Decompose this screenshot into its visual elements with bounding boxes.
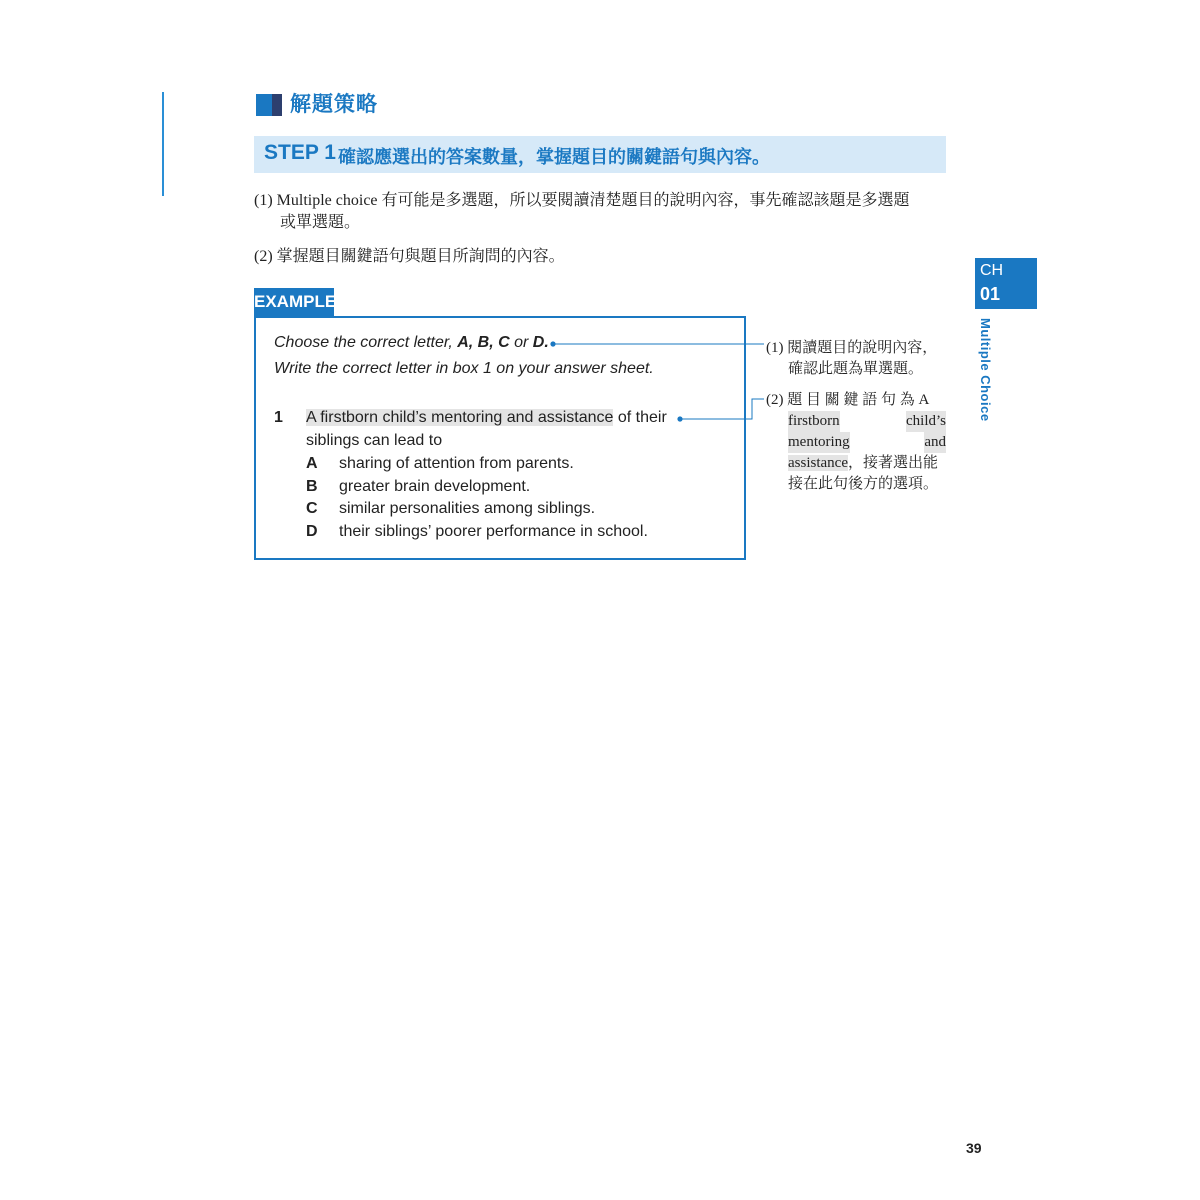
point-1-text: Multiple choice 有可能是多選題，所以要閱讀清楚題目的說明內容，事先確認該題是多選題 [276,192,910,209]
annotation-2-line-1: (2) 題 目 關 鍵 語 句 為 A [766,392,930,408]
question-number: 1 [274,409,283,426]
option-letter-c: C [306,500,318,517]
chapter-title-vertical: Multiple Choice [978,318,993,422]
question-line-2: siblings can lead to [306,432,443,449]
instruction-line-1: Choose the correct letter, A, B, C or D. [274,334,549,351]
option-letter-b: B [306,478,318,495]
point-1-continued: 或單選題。 [280,214,361,231]
example-tab: EXAMPLE [254,288,334,316]
chapter-tab [975,258,1037,309]
point-1-number: (1) [254,192,273,209]
option-text-b: greater brain development. [339,478,531,495]
annotation-2-line-5: 接在此句後方的選項。 [788,476,939,492]
chapter-label: CH [980,262,1004,279]
page-number: 39 [966,1140,982,1156]
key-phrase-highlight: A firstborn child’s mentoring and assistance [306,409,614,426]
annotation-2-line-4: assistance，接著選出能 [788,455,938,471]
annotation-2-line-2: firstborn child’s [788,411,946,432]
option-text-d: their siblings’ poorer performance in school. [339,523,648,540]
option-letter-a: A [306,455,318,472]
annotation-2-line-3: mentoring and [788,432,946,453]
annotation-1-line-2: 確認此題為單選題。 [788,361,924,377]
annotation-1-line-1: (1) 閱讀題目的說明內容， [766,340,938,356]
section-heading: 解題策略 [290,92,378,116]
option-letter-d: D [306,523,318,540]
option-text-c: similar personalities among siblings. [339,500,596,517]
point-2-number: (2) [254,248,273,265]
step-label: STEP 1 [264,141,336,164]
instruction-line-2: Write the correct letter in box 1 on your answer sheet. [274,360,654,377]
question-line-1: A firstborn child’s mentoring and assistance of their [306,409,667,426]
option-text-a: sharing of attention from parents. [339,455,574,472]
step-text: 確認應選出的答案數量，掌握題目的關鍵語句與內容。 [338,147,770,168]
point-2-text: 掌握題目關鍵語句與題目所詢問的內容。 [276,248,565,265]
chapter-number: 01 [980,284,1001,304]
